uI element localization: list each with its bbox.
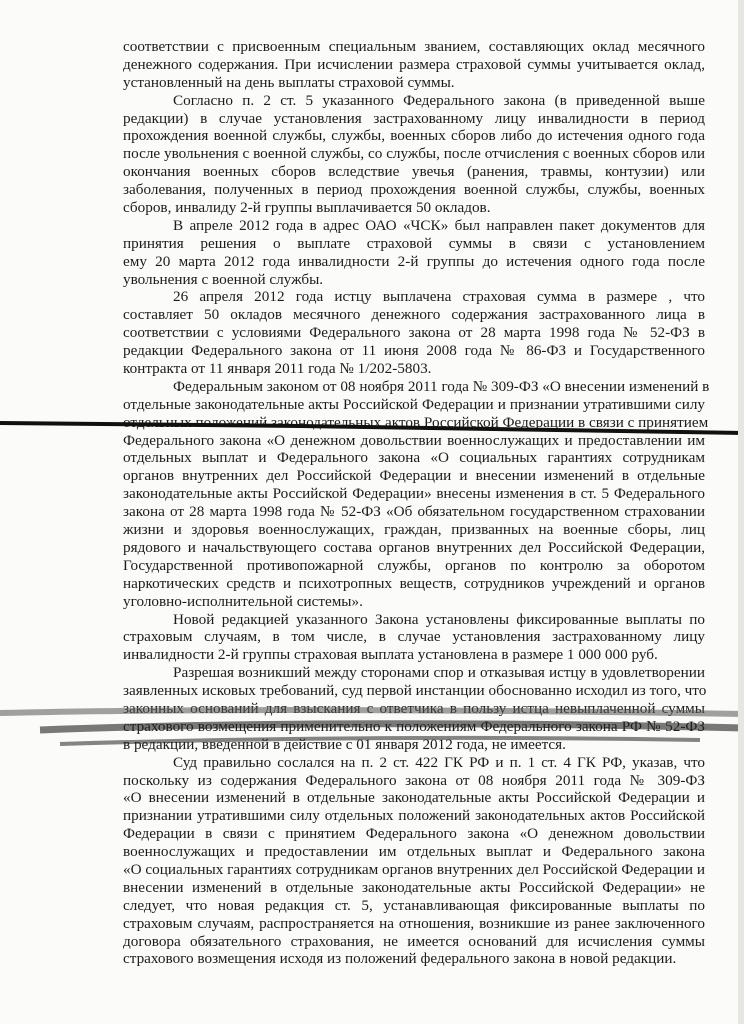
document-body bbox=[123, 38, 710, 968]
text-line: военнослужащих и предоставлении им отдельных выплат и Федерального закона bbox=[123, 843, 705, 861]
text-line: поскольку из содержания Федерального закона от 08 ноября 2011 года № 309-ФЗ bbox=[123, 771, 705, 789]
text-line: контракта от 11 января 2011 года № 1/202-5803. bbox=[123, 360, 432, 378]
text-line: денежного содержания. При исчислении размера страховой суммы учитывается оклад, bbox=[123, 55, 705, 73]
text-line: жизни и здоровья военнослужащих, граждан, призванных на военные сборы, лиц bbox=[123, 521, 705, 539]
text-line: Согласно п. 2 ст. 5 указанного Федерального закона (в приведенной выше bbox=[173, 91, 705, 109]
text-line: ему 20 марта 2012 года инвалидности 2-й группы до истечения одного года после bbox=[123, 252, 705, 270]
text-line: отдельных положений законодательных актов Российской Федерации в связи с принятием bbox=[123, 413, 709, 431]
text-line: «О внесении изменений в отдельные законодательные акты Российской Федерации и bbox=[123, 789, 705, 807]
text-line: Разрешая возникший между сторонами спор и отказывая истцу в удовлетворении bbox=[173, 664, 705, 682]
text-line: признании утратившими силу отдельных положений законодательных актов Российской bbox=[123, 807, 705, 825]
text-line: закона от 28 марта 1998 года № 52-ФЗ «Об обязательном государственном страховании bbox=[123, 503, 705, 521]
text-line: Государственной противопожарной службы, органов по контролю за оборотом bbox=[123, 556, 705, 574]
text-line: Новой редакцией указанного Закона установлены фиксированные выплаты по bbox=[173, 610, 705, 628]
text-line: страхового возмещения исходя из положений федерального закона в новой редакции. bbox=[123, 950, 677, 968]
text-line: наркотических средств и психотропных веществ, сотрудников учреждений и органов bbox=[123, 574, 705, 592]
text-line: Суд правильно сослался на п. 2 ст. 422 ГК РФ и п. 1 ст. 4 ГК РФ, указав, что bbox=[173, 753, 705, 771]
text-line: 26 апреля 2012 года истцу выплачена страховая сумма в размере , что bbox=[173, 288, 705, 306]
text-line: законных оснований для взыскания с ответчика в пользу истца невыплаченной суммы bbox=[123, 699, 705, 717]
paragraph bbox=[123, 38, 705, 92]
paragraph bbox=[123, 217, 705, 289]
text-line: органов внутренних дел Российской Федерации и внесении изменений в отдельные bbox=[123, 467, 705, 485]
text-line: инвалидности 2-й группы страховая выплата установлена в размере 1 000 000 руб. bbox=[123, 646, 658, 664]
text-line: страховым случаям, в том числе, в случае установления застрахованному лицу bbox=[123, 628, 705, 646]
paragraph bbox=[123, 288, 705, 377]
paragraph bbox=[123, 611, 705, 665]
text-line: заявленных исковых требований, суд первой инстанции обоснованно исходил из того, что bbox=[123, 682, 707, 700]
text-line: принятия решения о выплате страховой суммы в связи с установлением bbox=[123, 234, 705, 252]
text-line: «О социальных гарантиях сотрудникам органов внутренних дел Российской Федерации и bbox=[123, 860, 705, 878]
text-line: Федеральным законом от 08 ноября 2011 года № 309-ФЗ «О внесении изменений в bbox=[173, 377, 710, 395]
text-line: рядового и начальствующего состава органов внутренних дел Российской Федерации, bbox=[123, 538, 705, 556]
text-line: соответствии с присвоенным специальным званием, составляющих оклад месячного bbox=[123, 38, 705, 55]
text-line: редакции) в случае установления застрахованному лицу инвалидности в период bbox=[123, 109, 705, 127]
text-line: прохождения военной службы, службы, военных сборов либо до истечения одного года bbox=[123, 127, 705, 145]
paragraph bbox=[123, 377, 710, 611]
text-line: отдельных выплат и Федерального закона «О социальных гарантиях сотрудникам bbox=[123, 449, 705, 467]
text-line: страховым случаям, распространяется на отношения, возникшие из ранее заключенного bbox=[123, 914, 705, 932]
text-line: договора обязательного страхования, не имеется оснований для исчисления суммы bbox=[123, 932, 705, 950]
text-line: следует, что новая редакция ст. 5, устанавливающая фиксированные выплаты по bbox=[123, 896, 705, 914]
text-line: редакции Федерального закона от 11 июня 2008 года № 86-ФЗ и Государственного bbox=[123, 342, 705, 360]
text-line: уголовно-исполнительной системы». bbox=[123, 592, 363, 610]
text-line: страхового возмещения применительно к положениям Федерального закона РФ № 52-ФЗ bbox=[123, 717, 705, 735]
text-line: В апреле 2012 года в адрес ОАО «ЧСК» был направлен пакет документов для bbox=[173, 216, 705, 234]
page-edge-shadow bbox=[738, 0, 744, 1024]
text-line: соответствии с условиями Федерального закона от 28 марта 1998 года № 52-ФЗ в bbox=[123, 324, 705, 342]
text-line: увольнения с военной службы. bbox=[123, 270, 324, 288]
paragraph bbox=[123, 664, 705, 753]
text-line: законодательные акты Российской Федерации» внесены изменения в ст. 5 Федерального bbox=[123, 485, 705, 503]
text-line: внесении изменений в отдельные законодательные акты Российской Федерации» не bbox=[123, 878, 705, 896]
text-line: составляет 50 окладов месячного денежного содержания застрахованного лица в bbox=[123, 306, 705, 324]
text-line: сборов, инвалиду 2-й группы выплачивается 50 окладов. bbox=[123, 199, 491, 217]
text-line: после увольнения с военной службы, со службы, после отчисления с военных сборов или bbox=[123, 145, 705, 163]
text-line: отдельные законодательные акты Российской Федерации и признании утратившими силу bbox=[123, 395, 705, 413]
text-line: заболевания, полученных в период прохождения военной службы, службы, военных bbox=[123, 181, 705, 199]
paragraph bbox=[123, 92, 705, 217]
text-line: окончания военных сборов вследствие увечья (ранения, травмы, контузии) или bbox=[123, 163, 705, 181]
text-line: установленный на день выплаты страховой суммы. bbox=[123, 73, 455, 91]
text-line: Федерации в связи с принятием Федерального закона «О денежном довольствии bbox=[123, 825, 705, 843]
paragraph bbox=[123, 754, 705, 969]
text-line: в редакции, введенной в действие с 01 января 2012 года, не имеется. bbox=[123, 735, 566, 753]
text-line: Федерального закона «О денежном довольствии военнослужащих и предоставлении им bbox=[123, 431, 705, 449]
